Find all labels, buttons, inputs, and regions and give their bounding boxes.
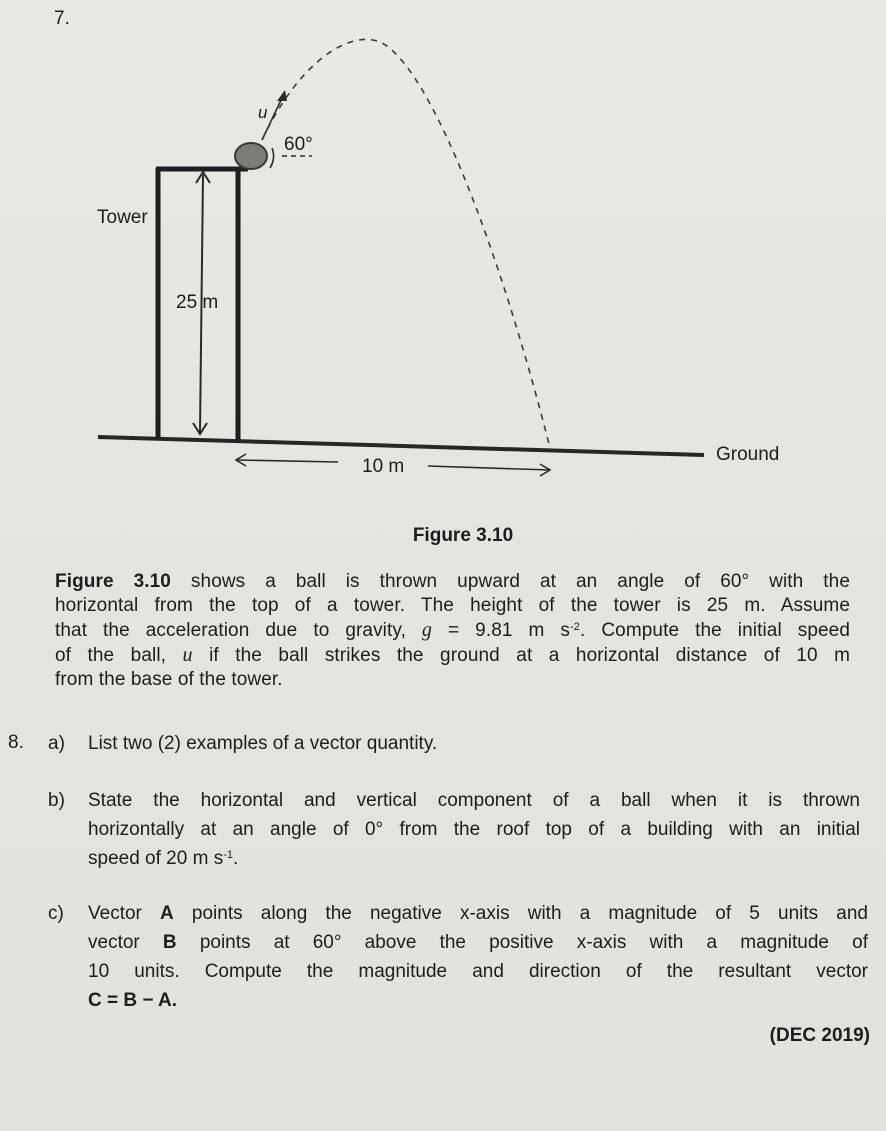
distance-arrow-left-shaft [236,460,338,462]
ball [235,143,267,169]
q7-line-3b: = 9.81 m s [432,620,570,641]
q7-u-symbol: u [182,644,193,666]
q7-line-5: from the base of the tower. [55,669,283,690]
q8c-line-1a: Vector [88,903,161,924]
q8c-line-2a: vector [88,932,163,953]
trajectory-path [262,39,550,448]
ground-label: Ground [716,444,780,465]
q8b-line-3b: . [232,848,239,869]
q7-line-4a: of the ball, [55,645,183,666]
q7-line-1 [55,570,850,594]
figure-caption: Figure 3.10 [412,525,514,546]
q8b-body [88,786,860,873]
projectile-figure [0,0,886,540]
q7-line-2: horizontal from the top of a tower. The height of the tower is 25 m. Assume [55,595,850,616]
question-7-text [55,570,850,692]
tower-label: Tower [97,207,148,228]
q7-line-3 [55,618,850,643]
q8a-text: List two (2) examples of a vector quantity. [88,733,438,754]
q8b-exponent: -1 [223,849,233,861]
q7-line-1-text: shows a ball is thrown upward at an angle of 60° with the [170,571,851,592]
u-label: u [258,103,268,122]
distance-arrow-right-shaft [428,466,550,470]
q8b-line-2: horizontally at an angle of 0° from the roof top of a building with an initial [88,819,860,840]
q7-line-4 [55,643,850,668]
q7-line-4b: if the ball strikes the ground at a horizontal distance of 10 m [192,645,851,666]
q8c-vector-b: B [162,932,177,953]
q8c-vector-a: A [160,903,174,924]
ground-line [98,437,704,455]
q8c-body [88,899,868,1015]
q8c-line-1b: points along the negative x-axis with a magnitude of 5 units and [173,903,868,924]
q8c-label: c) [48,903,64,924]
question-7-number: 7. [54,8,70,29]
q8b-line-3 [88,844,860,873]
q8c-line-2b: points at 60° above the positive x-axis with a magnitude of [176,932,868,953]
q8c-line-2 [88,928,868,957]
q8c-line-4: C = B − A. [88,990,178,1011]
q7-line-3a: that the acceleration due to gravity, [55,620,422,641]
angle-label: 60° [284,134,313,155]
q7-line-3c: . Compute the initial speed [579,620,850,641]
q8b-line-3a: speed of 20 m s [88,848,224,869]
q8c-line-3: 10 units. Compute the magnitude and direction of the resultant vector [88,961,868,982]
q7-figure-ref: Figure 3.10 [55,571,171,592]
q8a-label: a) [48,733,65,754]
q7-g-symbol: g [421,619,433,641]
source-tag: (DEC 2019) [769,1025,870,1046]
q8b-line-1: State the horizontal and vertical component of a ball when it is thrown [88,790,860,811]
velocity-arrow-head [277,90,287,101]
q8c-line-1 [88,899,868,928]
q8b-label: b) [48,790,65,811]
angle-arc [270,148,274,168]
q7-exponent: -2 [570,621,580,633]
height-label: 25 m [176,292,219,313]
distance-label: 10 m [362,456,405,477]
question-8-number: 8. [8,732,24,753]
